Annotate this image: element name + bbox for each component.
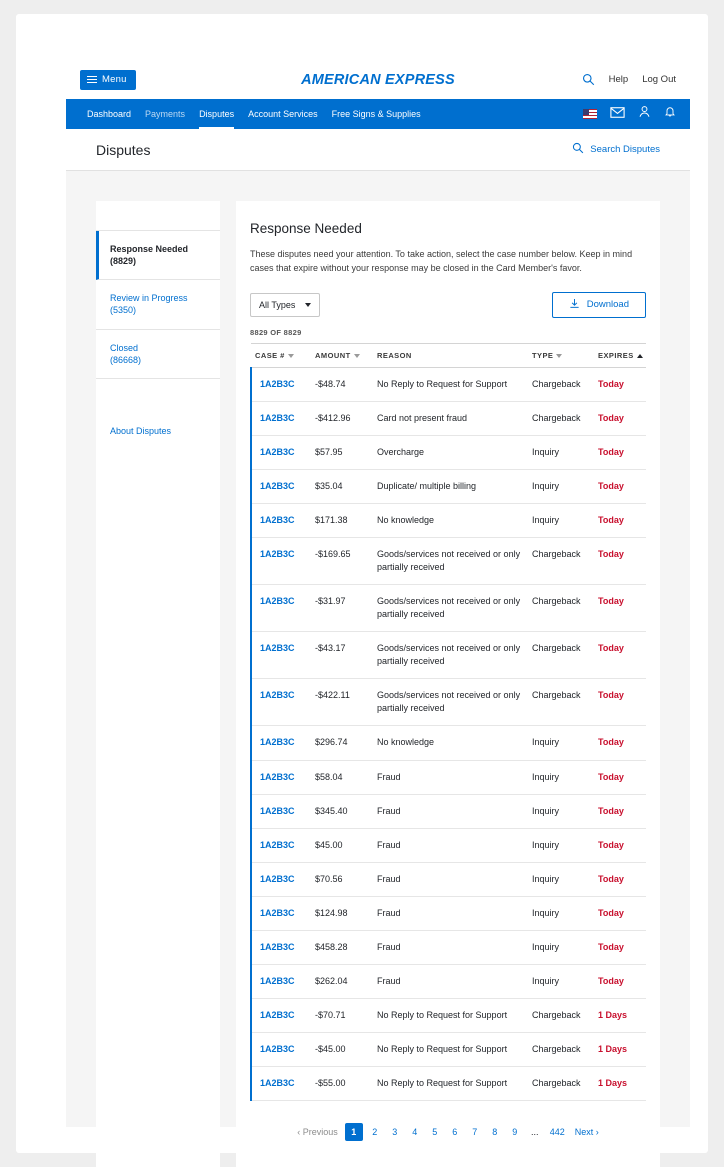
case-number-link[interactable]: 1A2B3C <box>260 515 295 526</box>
nav-item-disputes[interactable]: Disputes <box>192 99 241 129</box>
cell-reason: No Reply to Request for Support <box>373 367 528 401</box>
expires-value: Today <box>598 805 624 816</box>
table-row[interactable] <box>251 726 646 760</box>
table-row[interactable] <box>251 367 646 401</box>
pagination-next-label: Next <box>574 1127 594 1137</box>
table-row[interactable] <box>251 998 646 1032</box>
pagination-page[interactable]: 7 <box>472 1127 478 1137</box>
sidebar <box>96 201 220 1167</box>
sidebar-item-response-needed-count: (8829) <box>110 256 137 267</box>
sort-down-icon <box>556 354 562 358</box>
cell-amount: $35.04 <box>311 470 373 504</box>
expires-value: Today <box>598 907 624 918</box>
disputes-panel <box>236 201 660 1167</box>
table-row[interactable] <box>251 679 646 726</box>
search-disputes-icon <box>572 142 584 157</box>
cell-expires <box>594 828 646 862</box>
cell-reason: No knowledge <box>373 726 528 760</box>
bell-icon[interactable] <box>664 105 676 123</box>
pagination-next[interactable]: Next › <box>574 1127 599 1137</box>
case-number-link[interactable]: 1A2B3C <box>260 549 295 560</box>
search-disputes-button[interactable] <box>572 142 660 157</box>
expires-value: Today <box>598 771 624 782</box>
table-row[interactable] <box>251 435 646 469</box>
cell-case <box>251 504 311 538</box>
top-bar <box>66 60 690 99</box>
case-number-link[interactable]: 1A2B3C <box>260 839 295 850</box>
cell-case <box>251 1066 311 1100</box>
column-header-reason-label: REASON <box>377 350 412 360</box>
cell-case <box>251 401 311 435</box>
cell-case <box>251 760 311 794</box>
table-row[interactable] <box>251 862 646 896</box>
sidebar-item-closed[interactable] <box>96 330 220 379</box>
cell-type: Chargeback <box>528 367 594 401</box>
expires-value: Today <box>598 690 624 701</box>
pagination-page[interactable]: 9 <box>512 1127 518 1137</box>
cell-case <box>251 828 311 862</box>
cell-type: Chargeback <box>528 538 594 585</box>
table-row[interactable] <box>251 930 646 964</box>
cell-case <box>251 964 311 998</box>
amex-logo: AMERICAN EXPRESS <box>301 71 455 88</box>
column-header-reason[interactable] <box>373 343 528 367</box>
cell-expires <box>594 794 646 828</box>
column-header-amount-label: AMOUNT <box>315 350 351 360</box>
pagination-previous-label: Previous <box>302 1127 338 1137</box>
table-head <box>251 343 646 367</box>
expires-value: 1 Days <box>598 1043 628 1054</box>
cell-type: Inquiry <box>528 964 594 998</box>
cell-amount: $58.04 <box>311 760 373 794</box>
table-row[interactable] <box>251 401 646 435</box>
nav-item-dashboard[interactable]: Dashboard <box>87 109 132 119</box>
pagination-previous[interactable]: ‹ Previous <box>297 1127 338 1137</box>
expires-value: Today <box>598 515 624 526</box>
cell-case <box>251 367 311 401</box>
cell-amount: $124.98 <box>311 896 373 930</box>
menu-button-label: Menu <box>102 74 127 85</box>
cell-type: Inquiry <box>528 760 594 794</box>
hamburger-icon <box>87 76 97 84</box>
panel-title: Response Needed <box>250 221 362 236</box>
table-row[interactable] <box>251 1032 646 1066</box>
expires-value: Today <box>598 378 624 389</box>
page-title: Disputes <box>96 141 151 158</box>
cell-amount: -$169.65 <box>311 538 373 585</box>
amex-disputes-app <box>66 60 690 1137</box>
cell-case <box>251 538 311 585</box>
search-icon[interactable] <box>582 73 595 86</box>
cell-type: Chargeback <box>528 679 594 726</box>
expires-value: Today <box>598 446 624 457</box>
cell-type: Inquiry <box>528 504 594 538</box>
table-row[interactable] <box>251 538 646 585</box>
table-row[interactable] <box>251 964 646 998</box>
page-header <box>66 129 690 171</box>
cell-case <box>251 998 311 1032</box>
sidebar-item-about-disputes[interactable]: About Disputes <box>110 425 172 436</box>
search-disputes-label: Search Disputes <box>590 144 660 155</box>
table-row[interactable] <box>251 794 646 828</box>
download-button[interactable] <box>552 292 646 318</box>
cell-amount: $262.04 <box>311 964 373 998</box>
cell-amount: -$70.71 <box>311 998 373 1032</box>
pagination-page[interactable]: 6 <box>452 1127 458 1137</box>
expires-value: 1 Days <box>598 1009 628 1020</box>
download-label: Download <box>586 299 629 311</box>
expires-value: Today <box>598 412 624 423</box>
cell-case <box>251 896 311 930</box>
cell-type: Chargeback <box>528 1032 594 1066</box>
cell-reason: No Reply to Request for Support <box>373 1032 528 1066</box>
cell-type: Inquiry <box>528 896 594 930</box>
cell-reason: Goods/services not received or only partially received <box>373 538 528 585</box>
disputes-table <box>250 343 646 1101</box>
case-number-link[interactable]: 1A2B3C <box>260 805 295 816</box>
cell-reason: Fraud <box>373 794 528 828</box>
column-header-type-label: TYPE <box>532 350 554 360</box>
sidebar-item-closed-label: Closed <box>110 342 139 353</box>
expires-value: Today <box>598 596 624 607</box>
cell-expires <box>594 760 646 794</box>
cell-reason: Fraud <box>373 930 528 964</box>
case-number-link[interactable]: 1A2B3C <box>260 412 295 423</box>
sidebar-item-review-in-progress-label: Review in Progress <box>110 293 188 304</box>
case-number-link[interactable]: 1A2B3C <box>260 1009 295 1020</box>
case-number-link[interactable]: 1A2B3C <box>260 941 295 952</box>
cell-type: Chargeback <box>528 585 594 632</box>
table-row[interactable] <box>251 1066 646 1100</box>
expires-value: Today <box>598 481 624 492</box>
cell-case <box>251 726 311 760</box>
sort-up-icon <box>637 354 643 358</box>
sort-down-icon <box>288 354 294 358</box>
cell-expires <box>594 632 646 679</box>
cell-reason: Card not present fraud <box>373 401 528 435</box>
case-number-link[interactable]: 1A2B3C <box>260 1077 295 1088</box>
case-number-link[interactable]: 1A2B3C <box>260 596 295 607</box>
main-nav <box>66 99 690 129</box>
cell-amount: -$43.17 <box>311 632 373 679</box>
cell-type: Chargeback <box>528 401 594 435</box>
table-row[interactable] <box>251 470 646 504</box>
column-header-case-label: CASE # <box>255 350 285 360</box>
nav-items <box>80 99 428 129</box>
table-row[interactable] <box>251 828 646 862</box>
expires-value: Today <box>598 839 624 850</box>
cell-type: Inquiry <box>528 862 594 896</box>
table-row[interactable] <box>251 632 646 679</box>
cell-type: Inquiry <box>528 828 594 862</box>
logout-link[interactable]: Log Out <box>642 74 676 85</box>
case-number-link[interactable]: 1A2B3C <box>260 446 295 457</box>
cell-amount: -$422.11 <box>311 679 373 726</box>
case-number-link[interactable]: 1A2B3C <box>260 1043 295 1054</box>
cell-case <box>251 1032 311 1066</box>
nav-item-account-services[interactable]: Account Services <box>248 109 318 119</box>
sidebar-item-review-in-progress[interactable] <box>96 280 220 329</box>
browser-window <box>16 14 708 1153</box>
cell-amount: -$31.97 <box>311 585 373 632</box>
case-number-link[interactable]: 1A2B3C <box>260 873 295 884</box>
cell-expires <box>594 998 646 1032</box>
cell-type: Chargeback <box>528 998 594 1032</box>
cell-expires <box>594 585 646 632</box>
case-number-link[interactable]: 1A2B3C <box>260 975 295 986</box>
column-header-expires-label: EXPIRES <box>598 350 634 360</box>
cell-reason: Fraud <box>373 964 528 998</box>
cell-case <box>251 679 311 726</box>
type-filter-value: All Types <box>259 299 296 310</box>
cell-case <box>251 862 311 896</box>
pagination-page[interactable]: 5 <box>432 1127 438 1137</box>
cell-type: Inquiry <box>528 435 594 469</box>
help-link[interactable]: Help <box>608 74 629 85</box>
column-header-expires[interactable] <box>594 343 646 367</box>
top-bar-right <box>582 73 676 86</box>
cell-amount: $45.00 <box>311 828 373 862</box>
nav-item-payments[interactable]: Payments <box>145 109 186 119</box>
cell-expires <box>594 401 646 435</box>
cell-amount: $70.56 <box>311 862 373 896</box>
cell-case <box>251 930 311 964</box>
sidebar-item-response-needed-label: Response Needed <box>110 244 189 254</box>
column-header-amount[interactable] <box>311 343 373 367</box>
expires-value: Today <box>598 941 624 952</box>
cell-reason: Goods/services not received or only partially received <box>373 679 528 726</box>
case-number-link[interactable]: 1A2B3C <box>260 737 295 748</box>
cell-case <box>251 632 311 679</box>
table-row[interactable] <box>251 504 646 538</box>
cell-reason: Overcharge <box>373 435 528 469</box>
cell-reason: Fraud <box>373 828 528 862</box>
sidebar-top-spacer <box>96 201 220 231</box>
case-number-link[interactable]: 1A2B3C <box>260 907 295 918</box>
expires-value: Today <box>598 975 624 986</box>
cell-expires <box>594 1032 646 1066</box>
cell-amount: $345.40 <box>311 794 373 828</box>
sidebar-item-review-in-progress-count: (5350) <box>110 305 137 316</box>
cell-expires <box>594 367 646 401</box>
pagination-ellipsis: ... <box>530 1127 539 1137</box>
column-header-type[interactable] <box>528 343 594 367</box>
cell-reason: Fraud <box>373 896 528 930</box>
expires-value: 1 Days <box>598 1077 628 1088</box>
cell-amount: $171.38 <box>311 504 373 538</box>
cell-reason: Goods/services not received or only partially received <box>373 585 528 632</box>
cell-type: Inquiry <box>528 470 594 504</box>
column-header-case[interactable] <box>251 343 311 367</box>
chevron-down-icon <box>305 303 311 307</box>
nav-right-icons <box>583 105 676 123</box>
sort-down-icon <box>354 354 360 358</box>
nav-item-free-signs-supplies[interactable]: Free Signs & Supplies <box>331 109 421 119</box>
type-filter-select[interactable] <box>250 293 320 317</box>
cell-expires <box>594 862 646 896</box>
sidebar-item-response-needed[interactable] <box>96 231 220 280</box>
cell-amount: -$45.00 <box>311 1032 373 1066</box>
case-number-link[interactable]: 1A2B3C <box>260 481 295 492</box>
table-row[interactable] <box>251 896 646 930</box>
pagination-page[interactable]: 3 <box>392 1127 398 1137</box>
cell-type: Inquiry <box>528 930 594 964</box>
pagination-page[interactable]: 4 <box>412 1127 418 1137</box>
pagination-page[interactable]: 2 <box>372 1127 378 1137</box>
cell-expires <box>594 435 646 469</box>
cell-expires <box>594 930 646 964</box>
cell-amount: -$55.00 <box>311 1066 373 1100</box>
cell-expires <box>594 538 646 585</box>
cell-case <box>251 435 311 469</box>
cell-reason: Duplicate/ multiple billing <box>373 470 528 504</box>
result-count: 8829 OF 8829 <box>250 327 302 337</box>
case-number-link[interactable]: 1A2B3C <box>260 643 295 654</box>
pagination-pages <box>345 1123 568 1141</box>
content-area <box>66 171 690 1167</box>
cell-reason: No Reply to Request for Support <box>373 998 528 1032</box>
pagination <box>250 1101 646 1167</box>
mail-icon[interactable] <box>610 105 625 123</box>
pagination-page[interactable]: 442 <box>549 1127 565 1137</box>
cell-reason: Goods/services not received or only partially received <box>373 632 528 679</box>
cell-type: Chargeback <box>528 1066 594 1100</box>
cell-expires <box>594 1066 646 1100</box>
table-body <box>251 367 646 1100</box>
table-row[interactable] <box>251 760 646 794</box>
panel-description: These disputes need your attention. To take action, select the case number below. Keep in mind cases that expire without your response may be closed in the Card Member's favor. <box>250 249 633 273</box>
profile-icon[interactable] <box>638 105 651 123</box>
table-row[interactable] <box>251 585 646 632</box>
cell-expires <box>594 470 646 504</box>
cell-reason: No knowledge <box>373 504 528 538</box>
cell-reason: No Reply to Request for Support <box>373 1066 528 1100</box>
cell-amount: $458.28 <box>311 930 373 964</box>
panel-controls <box>250 292 646 318</box>
cell-expires <box>594 896 646 930</box>
cell-amount: $296.74 <box>311 726 373 760</box>
cell-case <box>251 585 311 632</box>
panel-inner <box>236 221 660 1167</box>
case-number-link[interactable]: 1A2B3C <box>260 690 295 701</box>
cell-reason: Fraud <box>373 760 528 794</box>
table-header-row <box>251 343 646 367</box>
cell-amount: $57.95 <box>311 435 373 469</box>
case-number-link[interactable]: 1A2B3C <box>260 771 295 782</box>
cell-expires <box>594 726 646 760</box>
cell-expires <box>594 964 646 998</box>
pagination-page[interactable]: 8 <box>492 1127 498 1137</box>
expires-value: Today <box>598 737 624 748</box>
cell-amount: -$412.96 <box>311 401 373 435</box>
case-number-link[interactable]: 1A2B3C <box>260 378 295 389</box>
cell-expires <box>594 504 646 538</box>
expires-value: Today <box>598 549 624 560</box>
cell-reason: Fraud <box>373 862 528 896</box>
cell-case <box>251 470 311 504</box>
download-icon <box>569 298 580 312</box>
menu-button[interactable] <box>80 70 136 90</box>
pagination-page[interactable]: 1 <box>345 1123 363 1141</box>
cell-case <box>251 794 311 828</box>
cell-expires <box>594 679 646 726</box>
us-flag-icon[interactable] <box>583 109 597 119</box>
cell-amount: -$48.74 <box>311 367 373 401</box>
cell-type: Inquiry <box>528 794 594 828</box>
expires-value: Today <box>598 873 624 884</box>
cell-type: Chargeback <box>528 632 594 679</box>
sidebar-item-closed-count: (86668) <box>110 354 142 365</box>
sidebar-spacer <box>96 379 220 413</box>
cell-type: Inquiry <box>528 726 594 760</box>
expires-value: Today <box>598 643 624 654</box>
